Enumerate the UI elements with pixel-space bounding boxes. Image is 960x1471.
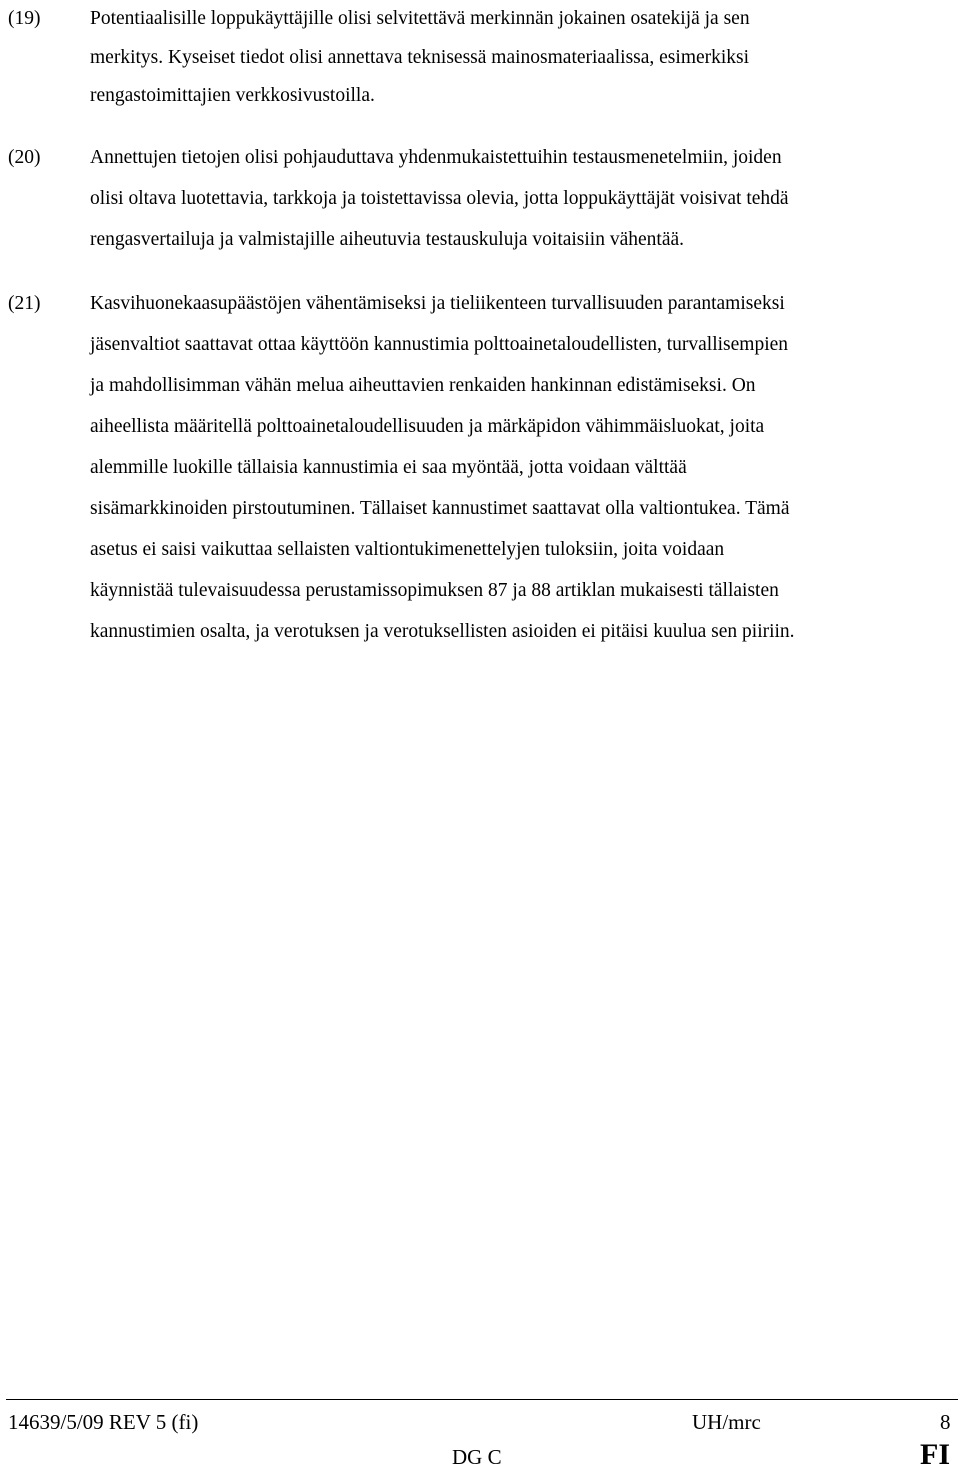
paragraph-20 [0, 137, 960, 260]
text-line: käynnistää tulevaisuudessa perustamissopimuksen 87 ja 88 artiklan mukaisesti tällaisten [90, 580, 779, 601]
language-code: FI [920, 1438, 950, 1471]
document-reference: 14639/5/09 REV 5 (fi) [8, 1410, 199, 1434]
page-number: 8 [940, 1410, 951, 1434]
department-code: DG C [452, 1445, 502, 1469]
text-line: asetus ei saisi vaikuttaa sellaisten valtiontukimenettelyjen tuloksiin, joita voidaan [90, 539, 725, 560]
paragraph-text [90, 0, 950, 116]
author-initials: UH/mrc [692, 1410, 761, 1434]
paragraph-text [90, 283, 950, 652]
text-line: kannustimien osalta, ja verotuksen ja verotuksellisten asioiden ei pitäisi kuulua sen piiriin. [90, 621, 795, 642]
text-line: alemmille luokille tällaisia kannustimia ei saa myöntää, jotta voidaan välttää [90, 457, 687, 478]
text-line: olisi oltava luotettavia, tarkkoja ja toistettavissa olevia, jotta loppukäyttäjät voisivat tehdä [90, 188, 789, 209]
paragraph-text [90, 137, 950, 260]
text-line: rengasvertailuja ja valmistajille aiheutuvia testauskuluja voitaisiin vähentää. [90, 229, 685, 250]
text-line: Annettujen tietojen olisi pohjauduttava yhdenmukaistettuihin testausmenetelmiin, joiden [90, 147, 782, 168]
text-line: ja mahdollisimman vähän melua aiheuttavien renkaiden hankinnan edistämiseksi. On [90, 375, 756, 396]
text-line: jäsenvaltiot saattavat ottaa käyttöön kannustimia polttoainetaloudellisten, turvallisempien [90, 334, 789, 355]
text-line: aiheellista määritellä polttoainetaloudellisuuden ja märkäpidon vähimmäisluokat, joita [90, 416, 765, 437]
paragraph-number: (20) [8, 147, 41, 168]
paragraph-19 [0, 0, 960, 116]
text-line: Potentiaalisille loppukäyttäjille olisi selvitettävä merkinnän jokainen osatekijä ja sen [90, 8, 750, 29]
paragraph-number: (21) [8, 293, 41, 314]
text-line: merkitys. Kyseiset tiedot olisi annettava teknisessä mainosmateriaalissa, esimerkiksi [90, 46, 750, 68]
text-line: rengastoimittajien verkkosivustoilla. [90, 85, 375, 106]
paragraph-21 [0, 283, 960, 652]
text-line: Kasvihuonekaasupäästöjen vähentämiseksi ja tieliikenteen turvallisuuden parantamiseksi [90, 293, 785, 314]
text-line: sisämarkkinoiden pirstoutuminen. Tällaiset kannustimet saattavat olla valtiontukea. Tämä [90, 498, 790, 519]
footer-divider [6, 1399, 958, 1400]
paragraph-number: (19) [8, 8, 41, 29]
